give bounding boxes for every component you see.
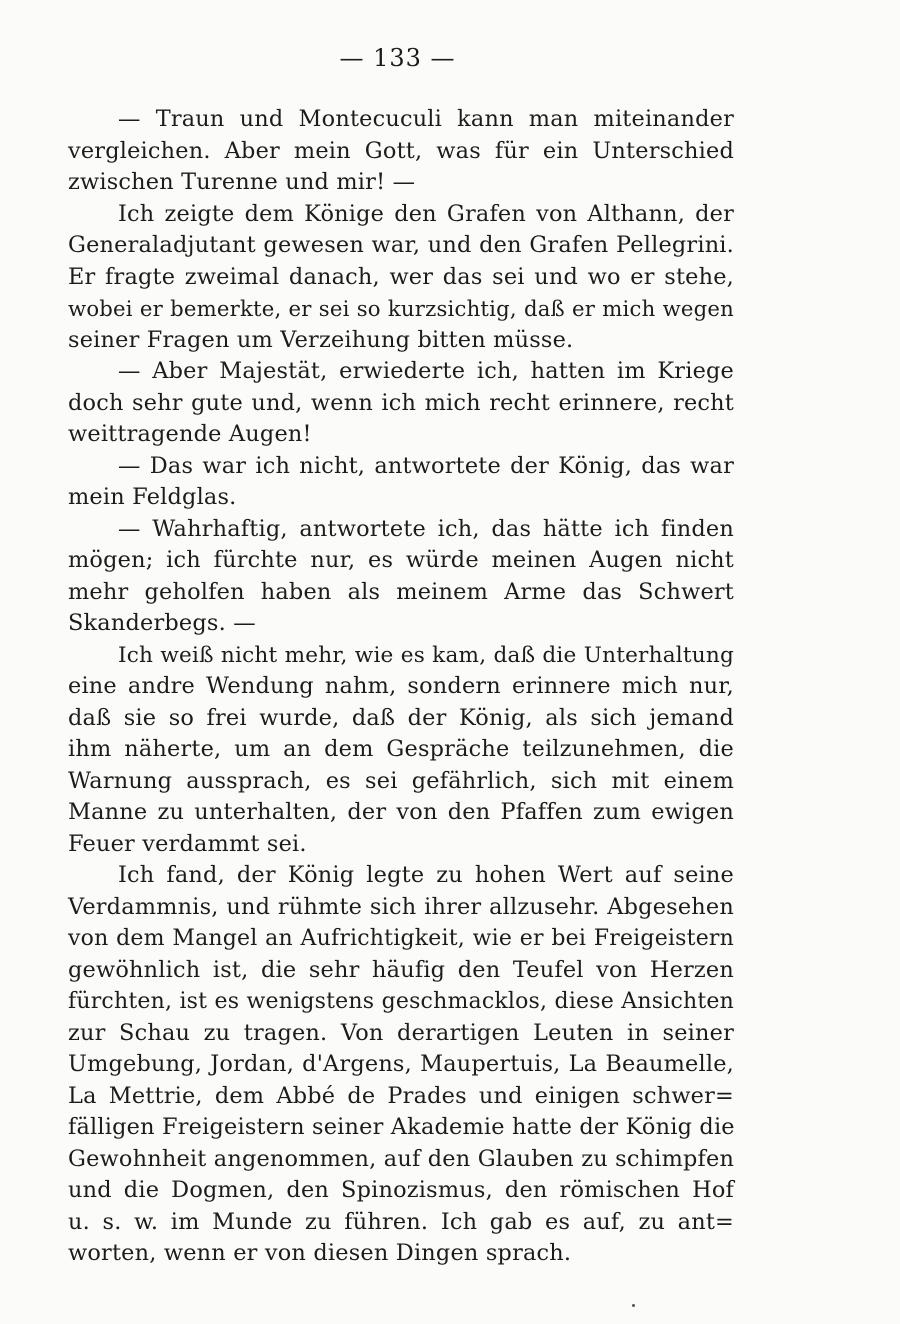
text-line: Skanderbegs. —	[68, 610, 256, 636]
text-line: wobei er bemerkte, er sei so kurzsichtig, daß er mich wegen	[68, 296, 734, 321]
text-line: Er fragte zweimal danach, wer das sei und wo er stehe,	[68, 263, 734, 290]
text-line: Verdammnis, und rühmte sich ihrer allzusehr. Abgesehen	[68, 893, 734, 920]
text-line: weittragende Augen!	[68, 421, 312, 447]
text-line: Manne zu unterhalten, der von den Pfaffen zum ewigen	[68, 799, 734, 825]
text-line: — Aber Majestät, erwiederte ich, hatten im Kriege	[118, 358, 734, 384]
text-line: mein Feldglas.	[68, 484, 237, 510]
text-line: La Mettrie, dem Abbé de Prades und einigen schwer=	[68, 1082, 734, 1109]
text-line: Generaladjutant gewesen war, und den Grafen Pellegrini.	[68, 232, 734, 258]
text-line: mögen; ich fürchte nur, es würde meinen Augen nicht	[68, 547, 734, 573]
text-line: vergleichen. Aber mein Gott, was für ein Unterschied	[68, 137, 734, 164]
text-line: eine andre Wendung nahm, sondern erinnere mich nur,	[68, 673, 734, 699]
text-line: — Wahrhaftig, antwortete ich, das hätte ich finden	[118, 515, 734, 542]
text-line: gewöhnlich ist, die sehr häufig den Teufel von Herzen	[68, 956, 734, 983]
text-line: Ich zeigte dem Könige den Grafen von Althann, der	[118, 200, 734, 227]
text-line: daß sie so frei wurde, daß der König, als sich jemand	[68, 704, 734, 731]
paper-speck	[632, 1304, 635, 1307]
text-line: — Das war ich nicht, antwortete der König, das war	[118, 452, 734, 479]
text-line: Gewohnheit angenommen, auf den Glauben zu schimpfen	[68, 1145, 735, 1172]
text-line: u. s. w. im Munde zu führen. Ich gab es auf, zu ant=	[68, 1208, 734, 1235]
text-line: Feuer verdammt sei.	[68, 830, 307, 857]
text-line: mehr geholfen haben als meinem Arme das Schwert	[68, 578, 734, 605]
text-line: seiner Fragen um Verzeihung bitten müsse.	[68, 326, 574, 353]
text-line: und die Dogmen, den Spinozismus, den römischen Hof	[68, 1177, 734, 1203]
text-line: fälligen Freigeistern seiner Akademie hatte der König die	[68, 1114, 735, 1140]
page-number: — 133 —	[339, 44, 456, 72]
text-line: Warnung aussprach, es sei gefährlich, sich mit einem	[68, 767, 734, 794]
text-line: ihm näherte, um an dem Gespräche teilzunehmen, die	[68, 736, 734, 762]
text-line: worten, wenn er von diesen Dingen sprach.	[68, 1240, 572, 1266]
text-line: Ich fand, der König legte zu hohen Wert auf seine	[118, 862, 734, 888]
text-line: zur Schau zu tragen. Von derartigen Leuten in seiner	[68, 1019, 734, 1046]
body-text	[68, 104, 734, 1270]
text-line: zwischen Turenne und mir! —	[68, 169, 416, 195]
text-line: Ich weiß nicht mehr, wie es kam, daß die Unterhaltung	[118, 642, 734, 668]
text-line: Umgebung, Jordan, d'Argens, Maupertuis, La Beaumelle,	[68, 1051, 734, 1077]
text-line: von dem Mangel an Aufrichtigkeit, wie er bei Freigeistern	[68, 926, 734, 951]
text-line: — Traun und Montecuculi kann man miteinander	[118, 106, 734, 132]
text-line: doch sehr gute und, wenn ich mich recht erinnere, recht	[68, 389, 734, 416]
text-line: fürchten, ist es wenigstens geschmacklos, diese Ansichten	[68, 989, 734, 1014]
